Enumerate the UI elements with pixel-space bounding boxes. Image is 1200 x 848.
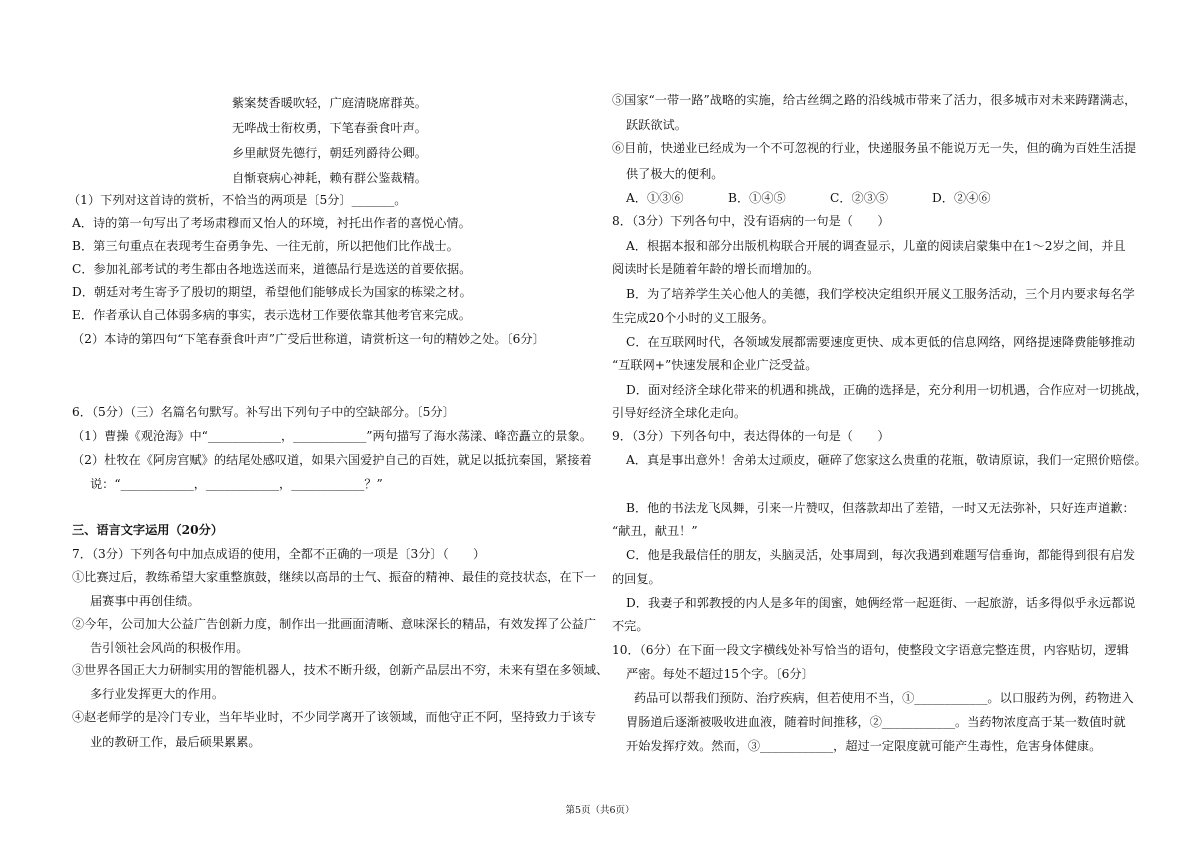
question-8: 8．（3分）下列各句中，没有语病的一句是（ ） xyxy=(612,214,890,228)
section-heading: 三、语言文字运用（20分） xyxy=(72,523,224,537)
option-c: C．参加礼部考试的考生都由各地选送而来，道德品行是选送的首要依据。 xyxy=(72,262,472,276)
q10-line-2: 胃肠道后逐渐被吸收进血液，随着时间推移，②____________。当药物浓度高于某一数值时就 xyxy=(626,715,1126,729)
q8-line-2: 阅读时长是随着年龄的增长而增加的。 xyxy=(612,262,820,276)
poem-line-2: 无哗战士衔枚勇，下笔春蚕食叶声。 xyxy=(232,121,427,135)
q7-line-11: ⑥目前，快递业已经成为一个不可忽视的行业，快递服务虽不能说万无一失，但的确为百姓生活提 xyxy=(612,141,1137,155)
q7-line-4: 告引领社会风尚的积极作用。 xyxy=(90,641,249,655)
question-6-1: （1）曹操《观沧海》中“____________，____________”两句描写了海水荡漾、峰峦矗立的景象。 xyxy=(72,429,592,443)
q7-option-b: B．①④⑤ xyxy=(728,191,786,205)
question-10: 10．（6分）在下面一段文字横线处补写恰当的语句，使整段文字语意完整连贯，内容贴切，逻辑 xyxy=(612,643,1129,657)
option-a: A．诗的第一句写出了考场肃穆而又怡人的环境，衬托出作者的喜悦心情。 xyxy=(72,216,471,230)
q7-line-10: 跃跃欲试。 xyxy=(626,118,687,132)
option-e: E．作者承认自己体弱多病的事实，表示选材工作要依靠其他考官来完成。 xyxy=(72,308,471,322)
question-10-cont: 严密。每处不超过15个字。〔6分〕 xyxy=(626,667,814,681)
poem-line-1: 紫案焚香暖吹轻，广庭清晓席群英。 xyxy=(232,96,427,110)
q7-line-1: ①比赛过后，教练希望大家重整旗鼓，继续以高昂的士气、振奋的精神、最佳的竞技状态，在下一 xyxy=(72,570,597,584)
option-b: B．第三句重点在表现考生奋勇争先、一往无前，所以把他们比作战士。 xyxy=(72,239,459,253)
q7-line-2: 届赛事中再创佳绩。 xyxy=(90,594,200,608)
q9-line-6: D．我妻子和郭教授的内人是多年的闺蜜，她俩经常一起逛街、一起旅游，话多得似乎永远都说 xyxy=(626,596,1136,610)
question-9: 9．（3分）下列各句中，表达得体的一句是（ ） xyxy=(612,429,890,443)
option-d: D．朝廷对考生寄予了殷切的期望，希望他们能够成长为国家的栋梁之材。 xyxy=(72,285,472,299)
q8-line-6: “互联网+”快速发展和企业广泛受益。 xyxy=(612,358,818,372)
q7-option-c: C．②③⑤ xyxy=(830,191,889,205)
q7-option-d: D．②④⑥ xyxy=(932,191,991,205)
q8-line-3: B．为了培养学生关心他人的美德，我们学校决定组织开展义工服务活动，三个月内要求每名学 xyxy=(626,287,1135,301)
q10-line-1: 药品可以帮我们预防、治疗疾病，但若使用不当，①____________。以口服药为例，药物进入 xyxy=(634,691,1134,705)
q7-line-9: ⑤国家“一带一路”战略的实施，给古丝绸之路的沿线城市带来了活力，很多城市对未来踌躇满志， xyxy=(612,93,1137,107)
poem-line-4: 自惭衰病心神耗，赖有群公鉴裁精。 xyxy=(232,171,427,185)
q9-line-1: A．真是事出意外！舍弟太过顽皮，砸碎了您家这么贵重的花瓶，敬请原谅，我们一定照价赔偿。 xyxy=(626,453,1147,467)
question-7: 7．（3分）下列各句中加点成语的使用，全都不正确的一项是〔3分〕（ ） xyxy=(72,547,486,561)
question-6-2-answer-line: 说：“____________，____________，____________？” xyxy=(90,477,383,491)
page-footer: 第5页（共6页） xyxy=(565,805,635,816)
question-6-2: （2）杜牧在《阿房宫赋》的结尾处感叹道，如果六国爱护自己的百姓，就足以抵抗秦国，紧接着 xyxy=(72,453,592,467)
q7-line-8: 业的教研工作，最后硕果累累。 xyxy=(90,735,261,749)
question-6: 6．（5分）（三）名篇名句默写。补写出下列句子中的空缺部分。〔5分〕 xyxy=(72,405,455,419)
poem-line-3: 乡里献贤先德行，朝廷列爵待公卿。 xyxy=(232,146,427,160)
q9-line-2: B．他的书法龙飞凤舞，引来一片赞叹，但落款却出了差错，一时又无法弥补，只好连声道歉： xyxy=(626,501,1135,515)
q10-line-3: 开始发挥疗效。然而，③____________，超过一定限度就可能产生毒性，危害身体健康。 xyxy=(626,739,1102,753)
question-5-2: （2）本诗的第四句“下笔春蚕食叶声”广受后世称道，请赏析这一句的精妙之处。〔6分〕 xyxy=(72,332,545,346)
q7-line-3: ②今年，公司加大公益广告创新力度，制作出一批画面清晰、意味深长的精品，有效发挥了公益广 xyxy=(72,617,597,631)
q7-line-6: 多行业发挥更大的作用。 xyxy=(90,687,225,701)
q7-line-12: 供了极大的便利。 xyxy=(626,167,724,181)
q9-line-4: C．他是我最信任的朋友，头脑灵活，处事周到，每次我遇到难题写信垂询，都能得到很有启发 xyxy=(626,548,1136,562)
q7-option-a: A．①③⑥ xyxy=(626,191,684,205)
q9-line-7: 不完。 xyxy=(612,619,649,633)
q8-line-5: C．在互联网时代，各领域发展都需要速度更快、成本更低的信息网络，网络提速降费能够推动 xyxy=(626,335,1136,349)
q7-line-5: ③世界各国正大力研制实用的智能机器人，技术不断升级，创新产品层出不穷，未来有望在多领域、 xyxy=(72,663,609,677)
q9-line-5: 的回复。 xyxy=(612,572,661,586)
q8-line-8: 引导好经济全球化走向。 xyxy=(612,406,747,420)
q7-line-7: ④赵老师学的是冷门专业，当年毕业时，不少同学离开了该领域，而他守正不阿，坚持致力于该专 xyxy=(72,710,597,724)
q8-line-4: 生完成20个小时的义工服务。 xyxy=(612,311,774,325)
q9-line-3: “献丑，献丑！” xyxy=(612,524,698,538)
question-5-1: （1）下列对这首诗的赏析，不恰当的两项是〔5分〕_______。 xyxy=(68,193,407,207)
q8-line-7: D．面对经济全球化带来的机遇和挑战，正确的选择是，充分利用一切机遇，合作应对一切挑战， xyxy=(626,383,1148,397)
q8-line-1: A．根据本报和部分出版机构联合开展的调查显示，儿童的阅读启蒙集中在1～2岁之间，并且 xyxy=(626,239,1126,253)
